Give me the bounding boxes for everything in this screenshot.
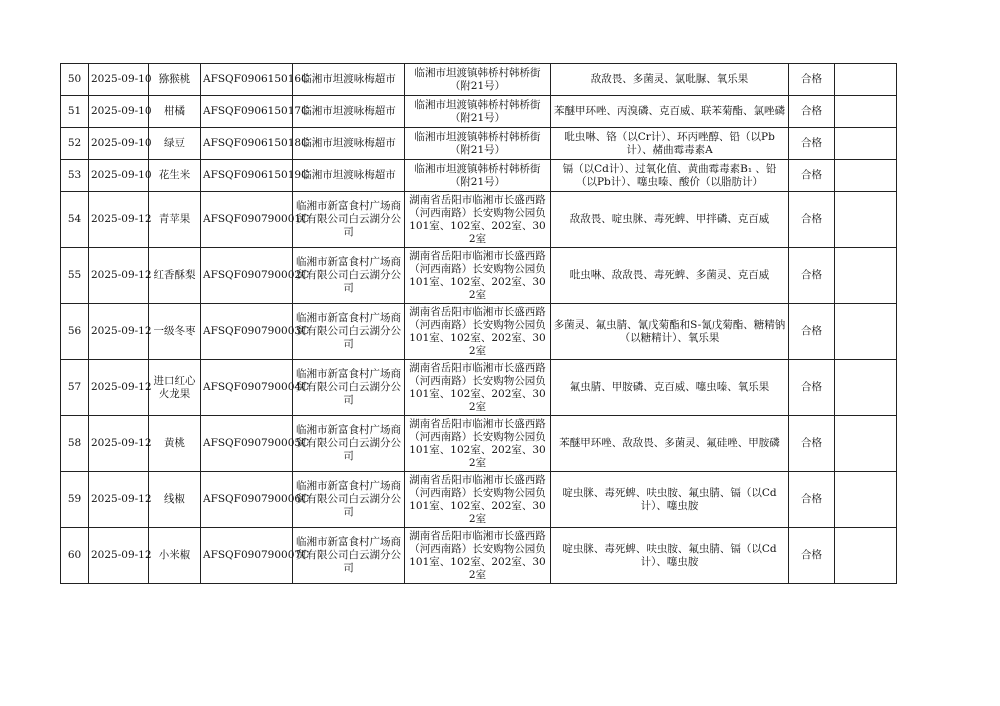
sample-name-cell: 花生米	[149, 160, 201, 192]
sample-name-cell: 线椒	[149, 472, 201, 528]
sampled-address-cell: 湖南省岳阳市临湘市长盛西路（河西南路）长安购物公园负101室、102室、202室、302室	[405, 192, 551, 248]
sampled-address-cell: 临湘市坦渡镇韩桥村韩桥街（附21号）	[405, 128, 551, 160]
sample-code-cell: AFSQF090790002C	[201, 248, 293, 304]
remark-cell	[835, 472, 897, 528]
sampling-date-cell: 2025-09-10	[89, 64, 149, 96]
table-row	[61, 248, 897, 304]
sampled-unit-cell: 临湘市新富食村广场商贸有限公司白云湖分公司	[293, 528, 405, 584]
sampling-date-cell: 2025-09-10	[89, 128, 149, 160]
table-row	[61, 416, 897, 472]
result-cell: 合格	[789, 128, 835, 160]
sampled-unit-cell: 临湘市新富食村广场商贸有限公司白云湖分公司	[293, 416, 405, 472]
sampled-address-cell: 临湘市坦渡镇韩桥村韩桥街（附21号）	[405, 96, 551, 128]
sampled-address-cell: 湖南省岳阳市临湘市长盛西路（河西南路）长安购物公园负101室、102室、202室、302室	[405, 528, 551, 584]
result-cell: 合格	[789, 248, 835, 304]
sampled-address-cell: 湖南省岳阳市临湘市长盛西路（河西南路）长安购物公园负101室、102室、202室、302室	[405, 304, 551, 360]
sampling-date-cell: 2025-09-12	[89, 472, 149, 528]
remark-cell	[835, 304, 897, 360]
sample-name-cell: 黄桃	[149, 416, 201, 472]
sample-name-cell: 柑橘	[149, 96, 201, 128]
result-cell: 合格	[789, 528, 835, 584]
sample-code-cell: AFSQF090790005C	[201, 416, 293, 472]
sample-code-cell: AFSQF090790007C	[201, 528, 293, 584]
result-cell: 合格	[789, 416, 835, 472]
sampled-unit-cell: 临湘市新富食村广场商贸有限公司白云湖分公司	[293, 304, 405, 360]
table-row	[61, 304, 897, 360]
table-row	[61, 64, 897, 96]
result-cell: 合格	[789, 472, 835, 528]
sample-code-cell: AFSQF090615016C	[201, 64, 293, 96]
sample-code-cell: AFSQF090615017C	[201, 96, 293, 128]
sampling-date-cell: 2025-09-12	[89, 304, 149, 360]
result-cell: 合格	[789, 96, 835, 128]
remark-cell	[835, 96, 897, 128]
table-row	[61, 360, 897, 416]
sample-name-cell: 猕猴桃	[149, 64, 201, 96]
sampling-date-cell: 2025-09-12	[89, 528, 149, 584]
remark-cell	[835, 64, 897, 96]
test-items-cell: 多菌灵、氟虫腈、氰戊菊酯和S-氰戊菊酯、糖精钠（以糖精计）、氧乐果	[551, 304, 789, 360]
inspection-results-table	[60, 63, 897, 584]
table-body	[61, 64, 897, 584]
sample-name-cell: 一级冬枣	[149, 304, 201, 360]
sampling-date-cell: 2025-09-12	[89, 192, 149, 248]
remark-cell	[835, 528, 897, 584]
row-number-cell: 53	[61, 160, 89, 192]
table-row	[61, 192, 897, 248]
test-items-cell: 啶虫脒、毒死蜱、呋虫胺、氟虫腈、镉（以Cd计）、噻虫胺	[551, 472, 789, 528]
sampled-address-cell: 临湘市坦渡镇韩桥村韩桥街（附21号）	[405, 64, 551, 96]
remark-cell	[835, 248, 897, 304]
table-row	[61, 128, 897, 160]
row-number-cell: 52	[61, 128, 89, 160]
test-items-cell: 吡虫啉、铬（以Cr计）、环丙唑醇、铅（以Pb计）、赭曲霉毒素A	[551, 128, 789, 160]
test-items-cell: 镉（以Cd计）、过氧化值、黄曲霉毒素B₁ 、铅（以Pb计）、噻虫嗪、酸价（以脂肪计）	[551, 160, 789, 192]
sampled-unit-cell: 临湘市坦渡咏梅超市	[293, 160, 405, 192]
sampled-unit-cell: 临湘市新富食村广场商贸有限公司白云湖分公司	[293, 248, 405, 304]
result-cell: 合格	[789, 360, 835, 416]
remark-cell	[835, 128, 897, 160]
result-cell: 合格	[789, 192, 835, 248]
sampling-date-cell: 2025-09-12	[89, 248, 149, 304]
row-number-cell: 57	[61, 360, 89, 416]
table-row	[61, 472, 897, 528]
row-number-cell: 54	[61, 192, 89, 248]
sample-code-cell: AFSQF090790004C	[201, 360, 293, 416]
sampled-unit-cell: 临湘市坦渡咏梅超市	[293, 128, 405, 160]
row-number-cell: 60	[61, 528, 89, 584]
sampled-unit-cell: 临湘市坦渡咏梅超市	[293, 64, 405, 96]
sampled-unit-cell: 临湘市新富食村广场商贸有限公司白云湖分公司	[293, 360, 405, 416]
row-number-cell: 58	[61, 416, 89, 472]
result-cell: 合格	[789, 160, 835, 192]
sample-name-cell: 青苹果	[149, 192, 201, 248]
row-number-cell: 56	[61, 304, 89, 360]
sample-name-cell: 小米椒	[149, 528, 201, 584]
table-row	[61, 160, 897, 192]
sampled-address-cell: 临湘市坦渡镇韩桥村韩桥街（附21号）	[405, 160, 551, 192]
test-items-cell: 啶虫脒、毒死蜱、呋虫胺、氟虫腈、镉（以Cd计）、噻虫胺	[551, 528, 789, 584]
sample-code-cell: AFSQF090615019C	[201, 160, 293, 192]
remark-cell	[835, 416, 897, 472]
sampling-date-cell: 2025-09-12	[89, 360, 149, 416]
table-row	[61, 528, 897, 584]
row-number-cell: 59	[61, 472, 89, 528]
test-items-cell: 敌敌畏、多菌灵、氯吡脲、氧乐果	[551, 64, 789, 96]
sampled-address-cell: 湖南省岳阳市临湘市长盛西路（河西南路）长安购物公园负101室、102室、202室、302室	[405, 360, 551, 416]
sample-code-cell: AFSQF090790003C	[201, 304, 293, 360]
sampled-unit-cell: 临湘市新富食村广场商贸有限公司白云湖分公司	[293, 472, 405, 528]
remark-cell	[835, 160, 897, 192]
test-items-cell: 苯醚甲环唑、敌敌畏、多菌灵、氟硅唑、甲胺磷	[551, 416, 789, 472]
remark-cell	[835, 192, 897, 248]
sample-name-cell: 绿豆	[149, 128, 201, 160]
row-number-cell: 50	[61, 64, 89, 96]
sampling-date-cell: 2025-09-10	[89, 160, 149, 192]
sample-name-cell: 进口红心火龙果	[149, 360, 201, 416]
sampled-unit-cell: 临湘市新富食村广场商贸有限公司白云湖分公司	[293, 192, 405, 248]
result-cell: 合格	[789, 64, 835, 96]
test-items-cell: 吡虫啉、敌敌畏、毒死蜱、多菌灵、克百威	[551, 248, 789, 304]
sampled-address-cell: 湖南省岳阳市临湘市长盛西路（河西南路）长安购物公园负101室、102室、202室、302室	[405, 416, 551, 472]
result-cell: 合格	[789, 304, 835, 360]
sample-code-cell: AFSQF090790001C	[201, 192, 293, 248]
sample-code-cell: AFSQF090790006C	[201, 472, 293, 528]
test-items-cell: 苯醚甲环唑、丙溴磷、克百威、联苯菊酯、氯唑磷	[551, 96, 789, 128]
remark-cell	[835, 360, 897, 416]
test-items-cell: 敌敌畏、啶虫脒、毒死蜱、甲拌磷、克百威	[551, 192, 789, 248]
sampled-address-cell: 湖南省岳阳市临湘市长盛西路（河西南路）长安购物公园负101室、102室、202室、302室	[405, 472, 551, 528]
row-number-cell: 51	[61, 96, 89, 128]
sampling-date-cell: 2025-09-10	[89, 96, 149, 128]
sample-name-cell: 红香酥梨	[149, 248, 201, 304]
sample-code-cell: AFSQF090615018C	[201, 128, 293, 160]
sampled-address-cell: 湖南省岳阳市临湘市长盛西路（河西南路）长安购物公园负101室、102室、202室、302室	[405, 248, 551, 304]
row-number-cell: 55	[61, 248, 89, 304]
sampled-unit-cell: 临湘市坦渡咏梅超市	[293, 96, 405, 128]
sampling-date-cell: 2025-09-12	[89, 416, 149, 472]
table-row	[61, 96, 897, 128]
test-items-cell: 氟虫腈、甲胺磷、克百威、噻虫嗪、氧乐果	[551, 360, 789, 416]
